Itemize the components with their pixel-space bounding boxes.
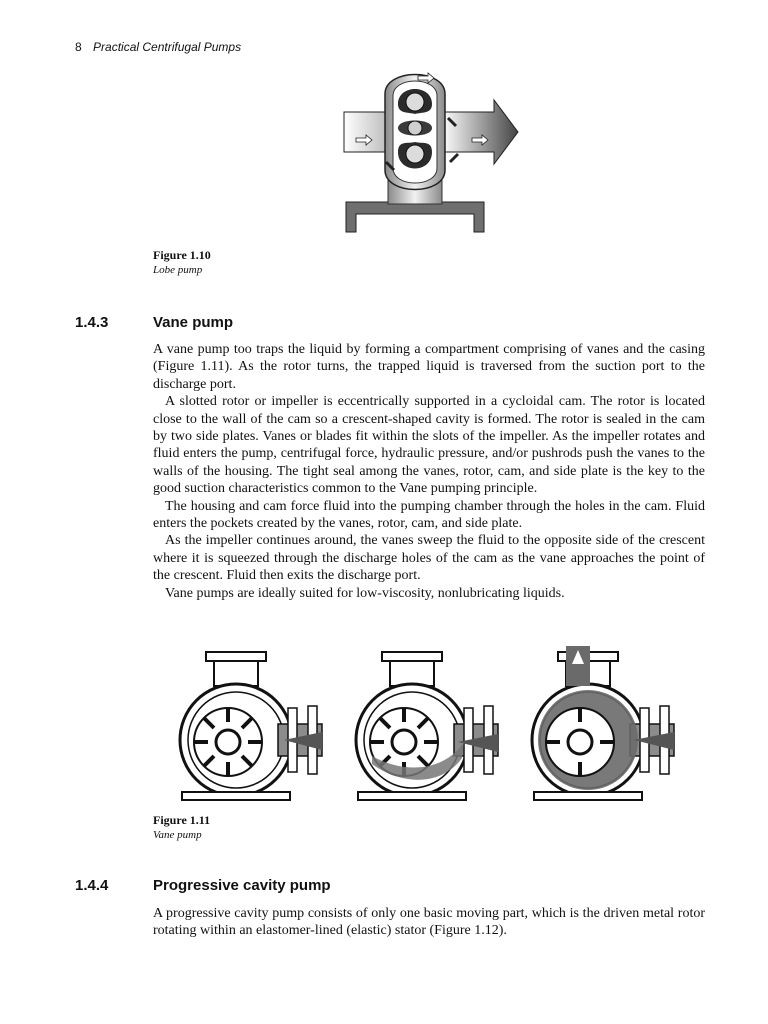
- figure-number: Figure 1.10: [153, 248, 211, 262]
- paragraph: The housing and cam force fluid into the pumping chamber through the holes in the cam. Fluid enters the pockets created by the vanes, rotor, cam, and side plate.: [153, 498, 705, 532]
- section-number: 1.4.4: [75, 877, 109, 894]
- figure-caption: [153, 247, 211, 278]
- section-heading: [75, 314, 233, 331]
- vane-pump-illustration: [172, 646, 692, 802]
- figure-caption: [153, 812, 210, 843]
- figure-title: Lobe pump: [153, 264, 203, 276]
- running-header: [75, 40, 241, 54]
- lobe-pump-illustration: [338, 62, 524, 234]
- section-title: Progressive cavity pump: [153, 877, 331, 894]
- section-body: [153, 341, 705, 602]
- paragraph: A progressive cavity pump consists of only one basic moving part, which is the driven metal rotor rotating within an elastomer-lined (elastic) stator (Figure 1.12).: [153, 906, 705, 939]
- book-title: Practical Centrifugal Pumps: [93, 40, 242, 54]
- section-number: 1.4.3: [75, 314, 109, 331]
- section-heading: [75, 877, 331, 894]
- section-body: [153, 905, 705, 940]
- figure-title: Vane pump: [153, 829, 202, 841]
- figure-number: Figure 1.11: [153, 813, 211, 827]
- paragraph: As the impeller continues around, the vanes sweep the fluid to the opposite side of the crescent where it is squeezed through the discharge holes of the cam as the vane approaches the point of the crescent. Fluid then exits the discharge port.: [153, 533, 705, 584]
- section-title: Vane pump: [153, 314, 234, 331]
- paragraph: Vane pumps are ideally suited for low-viscosity, nonlubricating liquids.: [165, 585, 565, 601]
- page-number: 8: [75, 40, 82, 54]
- paragraph: A slotted rotor or impeller is eccentrically supported in a cycloidal cam. The rotor is located close to the wall of the cam so a crescent-shaped cavity is formed. The rotor is sealed in the cam by two side plates. Vanes or blades fit within the slots of the impeller. As the impeller rotates and fluid enters the pump, centrifugal force, hydraulic pressure, and/or pushrods push the vanes to the walls of the housing. The tight seal among the vanes, rotor, cam, and side plate is the key to the good suction characteristics common to the Vane pumping principle.: [153, 394, 705, 497]
- paragraph: A vane pump too traps the liquid by forming a compartment comprising of vanes and the casing (Figure 1.11). As the rotor turns, the trapped liquid is traversed from the suction port to the discharge port.: [153, 342, 705, 392]
